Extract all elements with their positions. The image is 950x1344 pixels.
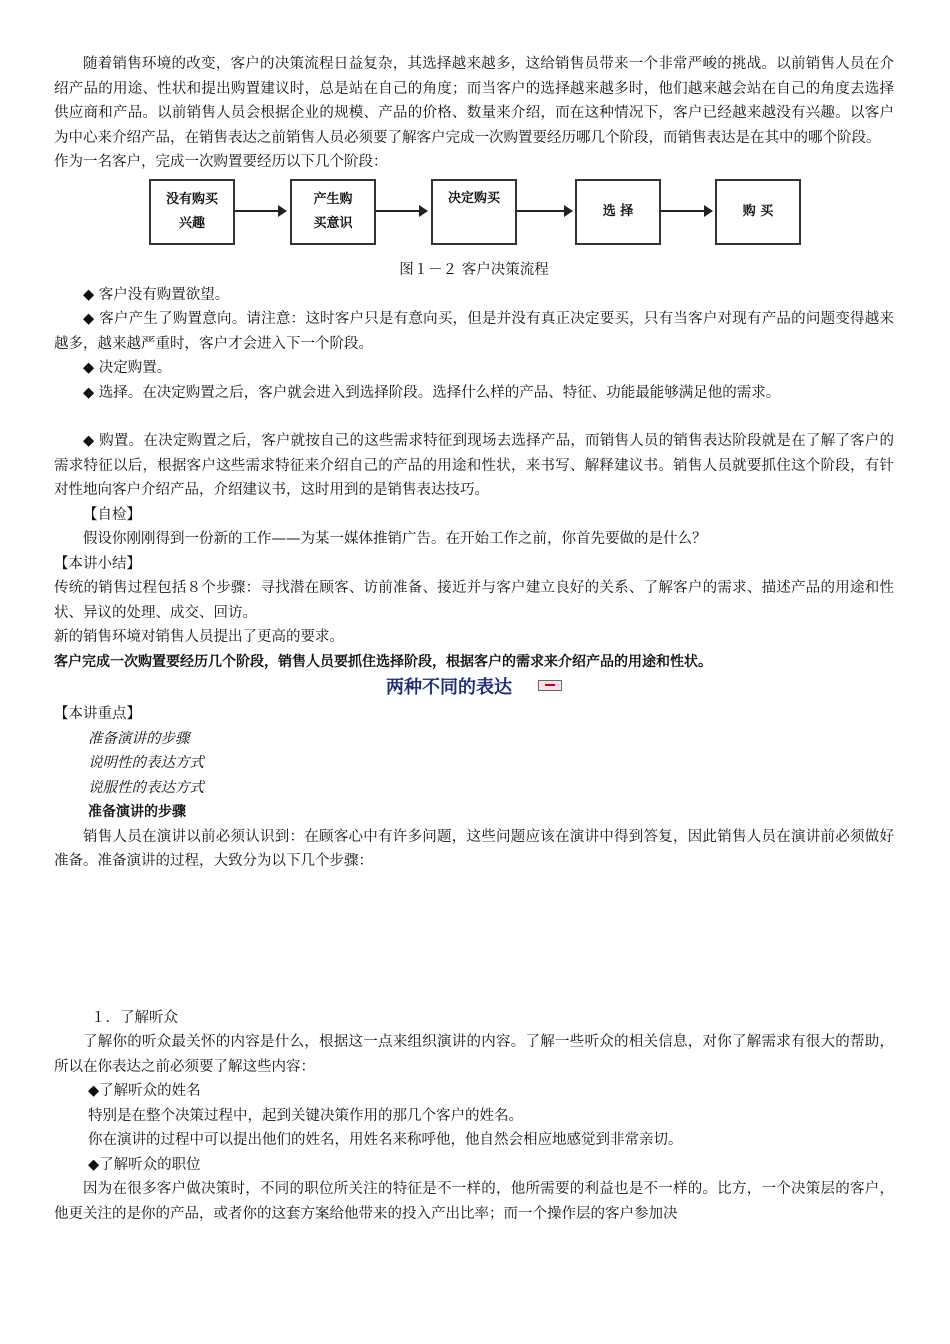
image-placeholder-icon	[538, 680, 562, 691]
selfcheck-question: 假设你刚刚得到一份新的工作——为某一媒体推销广告。在开始工作之前，你首先要做的是什么？	[83, 531, 707, 547]
spacer	[54, 874, 894, 1006]
intro-paragraph: 随着销售环境的改变，客户的决策流程日益复杂，其选择越来越多，这给销售员带来一个非常严峻的挑战。以前销售人员在介绍产品的用途、性状和提出购置建议时，总是站在自己的角度；而当客户的选择越来越多时，他们越来越会站在自己的角度去选择供应商和产品。以前销售人员会根据企业的规模、产品的价格、数量来介绍，而在这种情况下，客户已经越来越没有兴趣。以客户为中心来介绍产品，在销售表达之前销售人员必须要了解客户完成一次购置要经历哪几个阶段，而销售表达是在其中的哪个阶段。	[54, 56, 894, 146]
bullet-item: ◆ 客户没有购置欲望。	[83, 286, 230, 303]
figure-caption: 图１－２ 客户决策流程	[399, 261, 549, 278]
bullet-item: ◆ 选择。在决定购置之后，客户就会进入到选择阶段。选择什么样的产品、特征、功能最能够满足他的需求。	[83, 384, 781, 401]
flow-box-no-interest: 没有购买 兴趣	[149, 179, 235, 245]
flow-box-purchase: 购 买	[715, 179, 801, 245]
selfcheck-label: 【自检】	[83, 506, 141, 523]
flow-arrow	[376, 210, 426, 212]
focus-item: 准备演讲的步骤	[88, 730, 190, 747]
document-page	[54, 52, 894, 1226]
spacer	[54, 405, 894, 429]
summary-label: 【本讲小结】	[54, 555, 141, 572]
section-title	[54, 674, 894, 702]
body-line: 特别是在整个决策过程中，起到关键决策作用的那几个客户的姓名。	[88, 1107, 523, 1124]
focus-item: 说服性的表达方式	[88, 779, 204, 796]
numbered-heading: １．了解听众	[91, 1009, 178, 1026]
summary-key-point: 客户完成一次购置要经历几个阶段，销售人员要抓住选择阶段，根据客户的需求来介绍产品的用途和性状。	[54, 653, 712, 670]
flow-arrow	[661, 210, 711, 212]
flow-box-awareness: 产生购 买意识	[290, 179, 376, 245]
summary-point: 传统的销售过程包括８个步骤：寻找潜在顾客、访前准备、接近并与客户建立良好的关系、了解客户的需求、描述产品的用途和性状、异议的处理、成交、回访。	[54, 580, 894, 621]
subheading: 准备演讲的步骤	[88, 804, 186, 820]
diamond-item: ◆了解听众的职位	[88, 1156, 201, 1173]
body-paragraph: 销售人员在演讲以前必须认识到：在顾客心中有许多问题，这些问题应该在演讲中得到答复，因此销售人员在演讲前必须做好准备。准备演讲的过程，大致分为以下几个步骤：	[54, 828, 894, 869]
body-line: 你在演讲的过程中可以提出他们的姓名，用姓名来称呼他，他自然会相应地感觉到非常亲切。	[88, 1132, 683, 1148]
flow-box-decide: 决定购买	[431, 179, 517, 245]
stages-intro: 作为一名客户，完成一次购置要经历以下几个阶段：	[54, 154, 388, 170]
focus-item: 说明性的表达方式	[88, 755, 204, 771]
bullet-item: ◆ 决定购置。	[83, 360, 172, 376]
flow-box-choose: 选 择	[575, 179, 661, 245]
section-title-text: 两种不同的表达	[386, 677, 512, 698]
summary-point: 新的销售环境对销售人员提出了更高的要求。	[54, 629, 344, 645]
diamond-item: ◆了解听众的姓名	[88, 1083, 201, 1099]
body-paragraph: 因为在很多客户做决策时，不同的职位所关注的特征是不一样的，他所需要的利益也是不一样的。比方，一个决策层的客户，他更关注的是你的产品，或者你的这套方案给他带来的投入产出比率；而一个操作层的客户参加决	[54, 1181, 894, 1222]
flow-arrow	[517, 210, 571, 212]
bullet-item: ◆ 客户产生了购置意向。请注意：这时客户只是有意向买，但是并没有真正决定要买，只有当客户对现有产品的问题变得越来越多，越来越严重时，客户才会进入下一个阶段。	[54, 311, 894, 352]
body-paragraph: 了解你的听众最关怀的内容是什么，根据这一点来组织演讲的内容。了解一些听众的相关信息，对你了解需求有很大的帮助，所以在你表达之前必须要了解这些内容：	[54, 1034, 894, 1075]
focus-label: 【本讲重点】	[54, 706, 141, 722]
decision-flow-diagram	[149, 179, 894, 257]
flow-arrow	[235, 210, 285, 212]
bullet-item: ◆ 购置。在决定购置之后，客户就按自己的这些需求特征到现场去选择产品，而销售人员的销售表达阶段就是在了解了客户的需求特征以后，根据客户这些需求特征来介绍自己的产品的用途和性状，来书写、解释建议书。销售人员就要抓住这个阶段，有针对性地向客户介绍产品，介绍建议书，这时用到的是销售表达技巧。	[54, 433, 894, 498]
